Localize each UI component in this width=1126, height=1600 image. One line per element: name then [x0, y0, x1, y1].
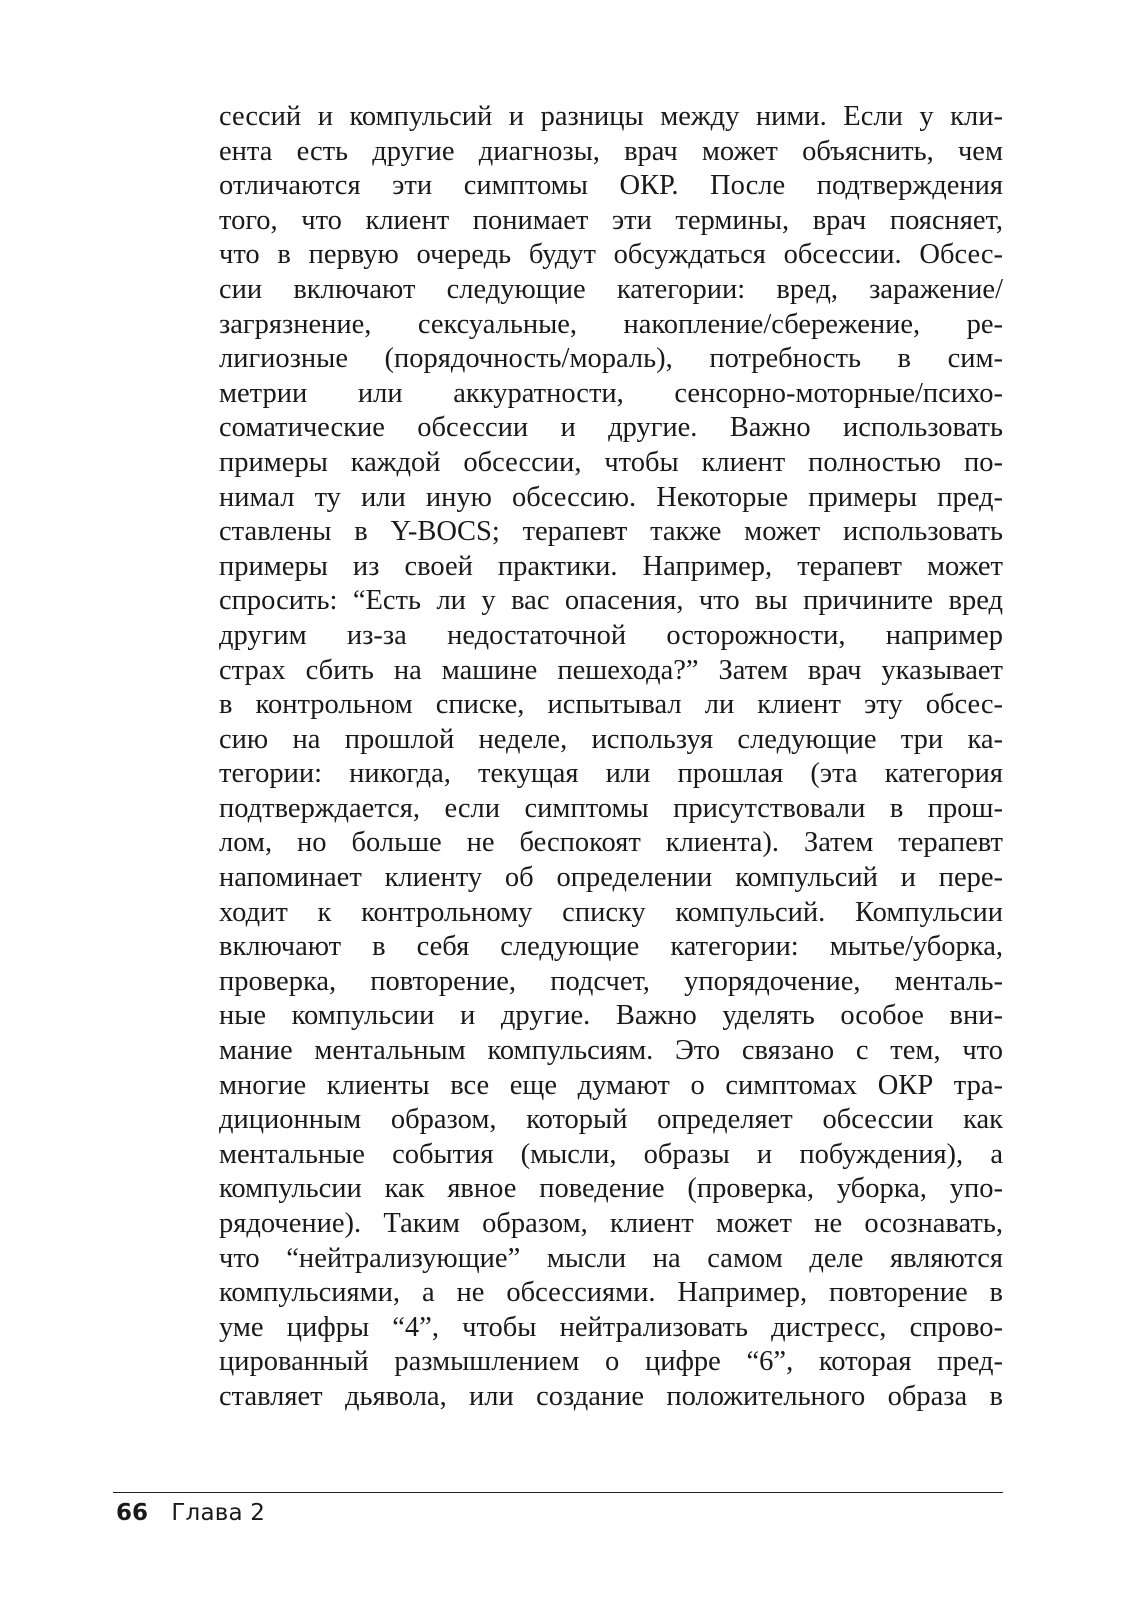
- text-line: другим из-за недостаточной осторожности, например: [219, 619, 1003, 651]
- text-line: того, что клиент понимает эти термины, врач поясняет,: [219, 204, 1003, 236]
- text-line: рядочение). Таким образом, клиент может не осознавать,: [219, 1208, 1003, 1239]
- text-line: подтверждается, если симптомы присутствовали в прош-: [219, 792, 1003, 824]
- text-line: компульсиями, а не обсессиями. Например, повторение в: [219, 1277, 1003, 1309]
- text-line: отличаются эти симптомы ОКР. После подтверждения: [219, 170, 1003, 202]
- page-footer: [116, 1500, 265, 1526]
- text-line: включают в себя следующие категории: мытье/уборка,: [219, 931, 1003, 963]
- text-line: ставлены в Y-BOCS; терапевт также может использовать: [219, 516, 1003, 548]
- text-line: ента есть другие диагнозы, врач может объяснить, чем: [219, 135, 1003, 167]
- text-line: спросить: “Есть ли у вас опасения, что вы причините вред: [219, 585, 1003, 617]
- text-line: примеры каждой обсессии, чтобы клиент полностью по-: [219, 446, 1003, 478]
- text-line: ставляет дьявола, или создание положительного образа в: [219, 1380, 1003, 1412]
- text-line: лом, но больше не беспокоят клиента). Затем терапевт: [219, 827, 1003, 859]
- text-line: соматические обсессии и другие. Важно использовать: [219, 412, 1003, 444]
- text-line: уме цифры “4”, чтобы нейтрализовать дистресс, спрово-: [219, 1311, 1003, 1343]
- body-text: [219, 100, 1003, 1415]
- text-line: метрии или аккуратности, сенсорно-моторные/психо-: [219, 377, 1003, 409]
- text-line: что в первую очередь будут обсуждаться обсессии. Обсес-: [219, 239, 1003, 271]
- text-line: цированный размышлением о цифре “6”, которая пред-: [219, 1346, 1003, 1378]
- footer-rule: [113, 1492, 1003, 1493]
- text-line: многие клиенты все еще думают о симптомах ОКР тра-: [219, 1069, 1003, 1101]
- text-line: ментальные события (мысли, образы и побуждения), а: [219, 1138, 1003, 1170]
- text-line: сии включают следующие категории: вред, заражение/: [219, 273, 1003, 305]
- text-line: примеры из своей практики. Например, терапевт может: [219, 550, 1003, 582]
- text-line: мание ментальным компульсиям. Это связано с тем, что: [219, 1035, 1003, 1067]
- text-line: нимал ту или иную обсессию. Некоторые примеры пред-: [219, 481, 1003, 513]
- text-line: в контрольном списке, испытывал ли клиент эту обсес-: [219, 689, 1003, 721]
- text-line: сессий и компульсий и разницы между ними. Если у кли-: [219, 101, 1003, 132]
- page-number: 66: [116, 1500, 149, 1526]
- text-line: тегории: никогда, текущая или прошлая (эта категория: [219, 758, 1003, 790]
- text-line: что “нейтрализующие” мысли на самом деле являются: [219, 1242, 1003, 1274]
- text-line: страх сбить на машине пешехода?” Затем врач указывает: [219, 654, 1003, 686]
- text-line: лигиозные (порядочность/мораль), потребность в сим-: [219, 343, 1003, 375]
- text-line: диционным образом, который определяет обсессии как: [219, 1104, 1003, 1136]
- text-line: компульсии как явное поведение (проверка, уборка, упо-: [219, 1173, 1003, 1205]
- text-line: ные компульсии и другие. Важно уделять особое вни-: [219, 1000, 1003, 1032]
- text-line: загрязнение, сексуальные, накопление/сбережение, ре-: [219, 308, 1003, 340]
- chapter-label: Глава 2: [171, 1500, 266, 1526]
- text-line: сию на прошлой неделе, используя следующие три ка-: [219, 723, 1003, 755]
- text-line: проверка, повторение, подсчет, упорядочение, менталь-: [219, 965, 1003, 997]
- text-line: напоминает клиенту об определении компульсий и пере-: [219, 862, 1003, 894]
- text-line: ходит к контрольному списку компульсий. Компульсии: [219, 896, 1003, 928]
